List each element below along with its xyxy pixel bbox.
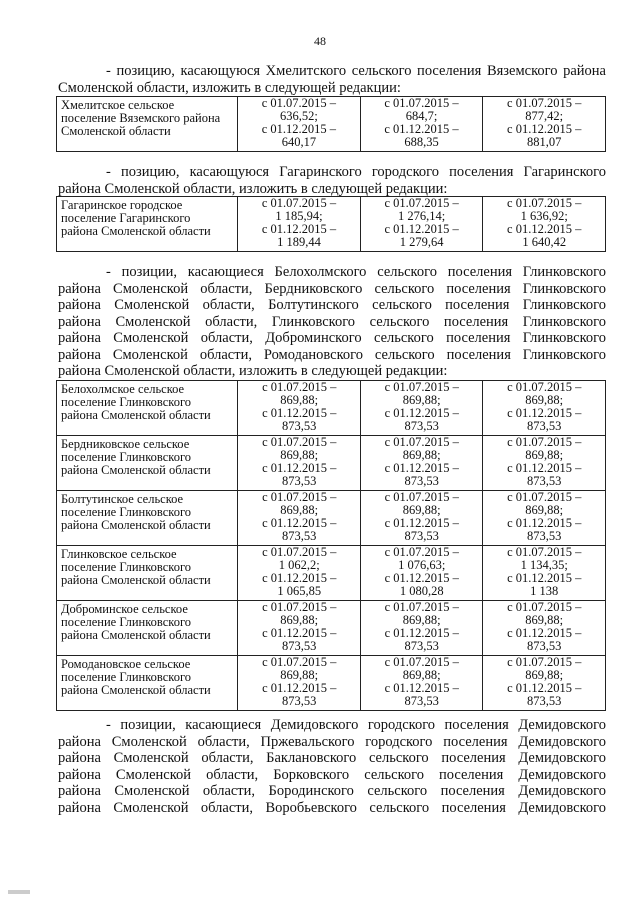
scan-mark — [8, 890, 30, 894]
tariff-cell-2-line: 684,7; — [405, 109, 438, 123]
tariff-cell-1 — [238, 381, 361, 436]
paragraph-line: - позицию, касающуюся Гагаринского городского поселения Гагаринского — [106, 164, 606, 180]
intro-paragraph-khmelita — [58, 63, 606, 96]
tariff-cell-1-line: 869,88; — [280, 503, 319, 517]
tariff-cell-1-line: 1 062,2; — [278, 558, 320, 572]
tariff-cell-1-line: 873,53 — [282, 474, 317, 488]
tariff-cell-2-line: с 01.07.2015 – — [384, 545, 459, 559]
tariff-cell-1-line: с 01.07.2015 – — [262, 600, 337, 614]
settlement-name-cell-line: Смоленской области — [61, 124, 171, 138]
tariff-cell-1-line: с 01.12.2015 – — [262, 571, 337, 585]
tariff-cell-3 — [483, 601, 606, 656]
tariff-cell-3-line: 877,42; — [525, 109, 564, 123]
settlement-name-cell-line: района Смоленской области — [61, 408, 211, 422]
paragraph-line: района Смоленской области, Доброминского сельского поселения Глинковского — [58, 330, 606, 346]
tariff-cell-3-line: с 01.12.2015 – — [507, 626, 582, 640]
tariff-cell-2-line: 869,88; — [402, 503, 441, 517]
tariff-cell-1-line: с 01.07.2015 – — [262, 490, 337, 504]
settlement-name-cell-line: Доброминское сельское — [61, 602, 188, 616]
tariff-cell-3-line: с 01.07.2015 – — [507, 545, 582, 559]
settlement-name-cell-line: Хмелитское сельское — [61, 98, 175, 112]
tariff-cell-2 — [360, 97, 483, 152]
tariff-cell-3-line: 1 640,42 — [522, 235, 567, 249]
tariff-cell-2-line: 869,88; — [402, 448, 441, 462]
tariff-cell-1 — [238, 491, 361, 546]
intro-paragraph-gagarin — [58, 164, 606, 197]
tariff-cell-1-line: 1 185,94; — [275, 209, 323, 223]
tariff-cell-2-line: с 01.07.2015 – — [384, 600, 459, 614]
tariff-cell-1-line: 636,52; — [279, 109, 318, 123]
tariff-cell-2-line: с 01.07.2015 – — [384, 435, 459, 449]
settlement-name-cell — [57, 491, 238, 546]
tariff-cell-3-line: 869,88; — [525, 448, 564, 462]
tariff-cell-3-line: с 01.07.2015 – — [507, 655, 582, 669]
intro-paragraph-demidov — [58, 717, 606, 816]
settlement-name-cell — [57, 546, 238, 601]
settlement-name-cell-line: Болтутинское сельское — [61, 492, 184, 506]
tariff-cell-3-line: с 01.07.2015 – — [507, 196, 582, 210]
tariff-cell-2 — [360, 436, 483, 491]
tariff-cell-2-line: 688,35 — [404, 135, 439, 149]
tariff-cell-1-line: 869,88; — [280, 393, 319, 407]
paragraph-line: района Смоленской области, Пржевальского городского поселения Демидовского — [58, 733, 606, 750]
page-number: 48 — [314, 34, 326, 48]
tariff-cell-3 — [483, 436, 606, 491]
tariff-cell-3-line: 1 138 — [530, 584, 559, 598]
settlement-name-cell — [57, 97, 238, 152]
tariff-cell-2 — [360, 656, 483, 711]
tariff-cell-1-line: с 01.12.2015 – — [262, 626, 337, 640]
tariff-cell-1-line: с 01.12.2015 – — [262, 516, 337, 530]
tariff-cell-1-line: 869,88; — [280, 668, 319, 682]
tariff-cell-2-line: с 01.07.2015 – — [384, 380, 459, 394]
tariff-cell-3 — [483, 491, 606, 546]
settlement-name-cell-line: поселение Глинковского — [61, 615, 192, 629]
tariff-cell-3-line: 869,88; — [525, 393, 564, 407]
table-row — [57, 197, 606, 252]
tariff-cell-3-line: 873,53 — [527, 694, 562, 708]
tariff-cell-1-line: 873,53 — [282, 529, 317, 543]
tariff-cell-1-line: с 01.12.2015 – — [261, 122, 337, 136]
tariff-cell-1-line: 1 065,85 — [277, 584, 322, 598]
tariff-cell-2-line: 869,88; — [402, 393, 441, 407]
tariff-cell-2 — [360, 381, 483, 436]
settlement-name-cell — [57, 381, 238, 436]
tariff-cell-2-line: с 01.12.2015 – — [384, 626, 459, 640]
tariff-cell-2-line: 869,88; — [402, 613, 441, 627]
tariff-cell-2-line: с 01.07.2015 – — [384, 490, 459, 504]
settlement-name-cell-line: поселение Глинковского — [61, 560, 192, 574]
tariff-cell-3-line: с 01.07.2015 – — [507, 490, 582, 504]
tariff-cell-2-line: 1 076,63; — [398, 558, 446, 572]
tariff-cell-3-line: с 01.12.2015 – — [507, 406, 582, 420]
tariff-cell-1-line: 873,53 — [282, 694, 317, 708]
paragraph-line: района Смоленской области, изложить в следующей редакции: — [58, 363, 448, 379]
settlement-name-cell-line: Бердниковское сельское — [61, 437, 190, 451]
tariff-cell-2-line: с 01.12.2015 – — [384, 516, 459, 530]
tariff-cell-3-line: 869,88; — [525, 613, 564, 627]
tariff-cell-1-line: 869,88; — [280, 448, 319, 462]
tariff-cell-2-line: 1 080,28 — [399, 584, 444, 598]
table-row — [57, 601, 606, 656]
tariff-cell-1 — [238, 656, 361, 711]
tariff-cell-1-line: с 01.12.2015 – — [262, 406, 337, 420]
paragraph-line: района Смоленской области, Воробьевского сельского поселения Демидовского — [58, 799, 606, 816]
tariff-cell-3-line: 869,88; — [525, 503, 564, 517]
tariff-cell-1-line: с 01.07.2015 – — [262, 435, 337, 449]
tariff-cell-2-line: с 01.12.2015 – — [384, 406, 459, 420]
tariff-cell-1-line: с 01.12.2015 – — [261, 222, 337, 236]
tariff-cell-3-line: с 01.07.2015 – — [507, 96, 582, 110]
tariff-cell-2 — [360, 197, 483, 252]
tariff-cell-1-line: с 01.07.2015 – — [262, 380, 337, 394]
tariff-cell-1 — [238, 436, 361, 491]
tariff-cell-2-line: с 01.07.2015 – — [384, 196, 459, 210]
tariff-cell-2-line: с 01.12.2015 – — [384, 681, 459, 695]
tariff-cell-2-line: с 01.12.2015 – — [384, 222, 459, 236]
tariff-cell-2 — [360, 491, 483, 546]
settlement-name-cell-line: поселение Глинковского — [61, 670, 192, 684]
tariff-cell-3 — [483, 546, 606, 601]
tariff-cell-2-line: 1 276,14; — [398, 209, 446, 223]
settlement-name-cell-line: района Смоленской области — [61, 683, 211, 697]
paragraph-line: района Смоленской области, Бердниковского сельского поселения Глинковского — [58, 280, 606, 297]
settlement-name-cell — [57, 436, 238, 491]
tariff-cell-1-line: 873,53 — [282, 639, 317, 653]
paragraph-line: района Смоленской области, Борковского сельского поселения Демидовского — [58, 766, 606, 783]
tariff-cell-2-line: с 01.07.2015 – — [384, 655, 459, 669]
settlement-name-cell-line: поселение Глинковского — [61, 450, 192, 464]
tariff-cell-1-line: 1 189,44 — [277, 235, 321, 249]
tariff-cell-2-line: с 01.07.2015 – — [384, 96, 459, 110]
settlement-name-cell-line: поселение Глинковского — [61, 395, 192, 409]
table-row — [57, 381, 606, 436]
tariff-cell-2 — [360, 601, 483, 656]
tariff-cell-2-line: 873,53 — [404, 639, 439, 653]
table-row — [57, 656, 606, 711]
paragraph-line: района Смоленской области, изложить в следующей редакции: — [58, 180, 448, 197]
tariff-table-khmelita — [56, 96, 606, 152]
tariff-cell-3 — [483, 97, 606, 152]
tariff-cell-1 — [238, 197, 361, 252]
paragraph-line: Смоленской области, изложить в следующей редакции: — [58, 79, 401, 96]
paragraph-line: - позиции, касающиеся Демидовского городского поселения Демидовского — [106, 717, 606, 733]
paragraph-line: района Смоленской области, Болтутинского сельского поселения Глинковского — [58, 297, 606, 313]
tariff-cell-3-line: с 01.07.2015 – — [507, 435, 582, 449]
tariff-cell-2-line: 873,53 — [404, 419, 439, 433]
tariff-cell-3-line: 873,53 — [527, 419, 562, 433]
tariff-cell-2-line: с 01.12.2015 – — [384, 122, 459, 136]
tariff-cell-3-line: с 01.12.2015 – — [507, 681, 582, 695]
table-row — [57, 546, 606, 601]
settlement-name-cell-line: Белохолмское сельское — [61, 382, 185, 396]
paragraph-line: - позиции, касающиеся Белохолмского сельского поселения Глинковского — [106, 264, 606, 280]
tariff-cell-3-line: с 01.12.2015 – — [507, 516, 582, 530]
tariff-cell-3 — [483, 656, 606, 711]
tariff-cell-2-line: 1 279,64 — [399, 235, 444, 249]
tariff-cell-3-line: 873,53 — [527, 474, 562, 488]
tariff-cell-3-line: 873,53 — [527, 639, 562, 653]
tariff-cell-1-line: с 01.12.2015 – — [262, 681, 337, 695]
tariff-cell-1 — [238, 546, 361, 601]
tariff-cell-3-line: 881,07 — [526, 135, 562, 149]
paragraph-line: района Смоленской области, Баклановского сельского поселения Демидовского — [58, 750, 606, 766]
tariff-cell-1 — [238, 601, 361, 656]
tariff-cell-3-line: 1 134,35; — [520, 558, 568, 572]
intro-paragraph-glinka — [58, 264, 606, 380]
settlement-name-cell-line: Гагаринское городское — [61, 198, 183, 212]
tariff-cell-2-line: 873,53 — [404, 529, 439, 543]
tariff-cell-2-line: 873,53 — [404, 694, 439, 708]
tariff-cell-3-line: 1 636,92; — [520, 209, 568, 223]
settlement-name-cell-line: района Смоленской области — [61, 463, 211, 477]
tariff-cell-3-line: с 01.07.2015 – — [507, 600, 582, 614]
settlement-name-cell-line: района Смоленской области — [61, 224, 211, 238]
settlement-name-cell-line: Ромодановское сельское — [61, 657, 191, 671]
settlement-name-cell-line: района Смоленской области — [61, 628, 211, 642]
tariff-cell-3-line: 869,88; — [525, 668, 564, 682]
tariff-cell-3-line: с 01.12.2015 – — [507, 571, 582, 585]
tariff-cell-2 — [360, 546, 483, 601]
settlement-name-cell-line: района Смоленской области — [61, 518, 211, 532]
paragraph-line: района Смоленской области, Глинковского сельского поселения Глинковского — [58, 313, 606, 330]
tariff-cell-3 — [483, 197, 606, 252]
tariff-cell-1-line: с 01.07.2015 – — [262, 545, 337, 559]
tariff-cell-1-line: с 01.07.2015 – — [261, 196, 337, 210]
tariff-cell-2-line: с 01.12.2015 – — [384, 571, 459, 585]
tariff-cell-3 — [483, 381, 606, 436]
settlement-name-cell-line: поселение Вяземского района — [61, 111, 221, 125]
settlement-name-cell — [57, 601, 238, 656]
tariff-table-gagarin — [56, 196, 606, 252]
table-row — [57, 436, 606, 491]
tariff-cell-1-line: с 01.07.2015 – — [261, 96, 337, 110]
settlement-name-cell-line: поселение Гагаринского — [61, 211, 191, 225]
paragraph-line: района Смоленской области, Бородинского сельского поселения Демидовского — [58, 783, 606, 799]
tariff-cell-3-line: с 01.07.2015 – — [507, 380, 582, 394]
tariff-cell-3-line: 873,53 — [527, 529, 562, 543]
tariff-cell-3-line: с 01.12.2015 – — [507, 222, 582, 236]
tariff-cell-3-line: с 01.12.2015 – — [507, 122, 582, 136]
settlement-name-cell-line: района Смоленской области — [61, 573, 211, 587]
tariff-cell-3-line: с 01.12.2015 – — [507, 461, 582, 475]
tariff-cell-1-line: 640,17 — [281, 135, 317, 149]
paragraph-line: района Смоленской области, Ромодановского сельского поселения Глинковского — [58, 346, 606, 363]
tariff-table-glinka — [56, 380, 606, 711]
tariff-cell-1 — [238, 97, 361, 152]
tariff-cell-1-line: с 01.07.2015 – — [262, 655, 337, 669]
tariff-cell-2-line: с 01.12.2015 – — [384, 461, 459, 475]
table-row — [57, 491, 606, 546]
table-row — [57, 97, 606, 152]
tariff-cell-1-line: с 01.12.2015 – — [262, 461, 337, 475]
settlement-name-cell-line: Глинковское сельское — [61, 547, 177, 561]
paragraph-line: - позицию, касающуюся Хмелитского сельского поселения Вяземского района — [106, 63, 606, 79]
settlement-name-cell — [57, 197, 238, 252]
settlement-name-cell — [57, 656, 238, 711]
tariff-cell-1-line: 869,88; — [280, 613, 319, 627]
tariff-cell-2-line: 873,53 — [404, 474, 439, 488]
tariff-cell-1-line: 873,53 — [282, 419, 317, 433]
tariff-cell-2-line: 869,88; — [402, 668, 441, 682]
settlement-name-cell-line: поселение Глинковского — [61, 505, 192, 519]
